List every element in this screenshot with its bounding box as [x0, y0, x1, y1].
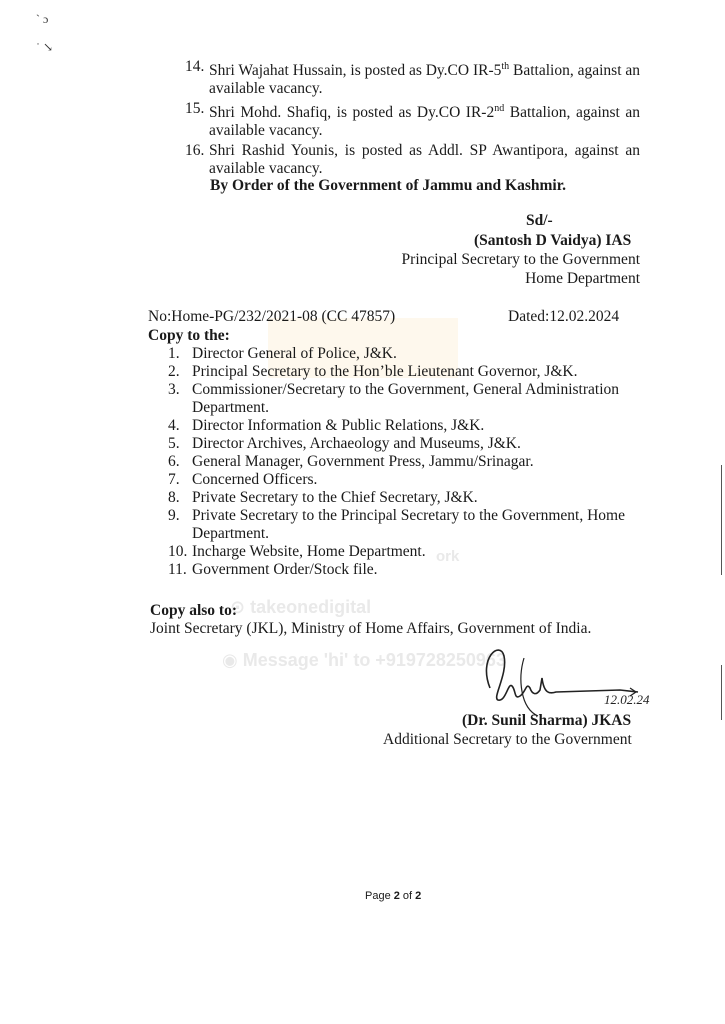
signatory2-name: (Dr. Sunil Sharma) JKAS: [462, 712, 632, 729]
copy-also-recipient: Joint Secretary (JKL), Ministry of Home Affairs, Government of India.: [150, 620, 592, 637]
scan-edge-line: [721, 665, 722, 720]
watermark-line2: ⊙ takeonedigital: [230, 597, 372, 617]
whatsapp-icon: ◉: [222, 650, 243, 670]
copy-to-item: 3. Commissioner/Secretary to the Government, General Administration Department.: [168, 381, 620, 416]
posting-text: Shri Rashid Younis, is posted as Addl. SP Awantipora, against an available vacancy.: [209, 142, 640, 178]
posting-item: [185, 58, 640, 98]
order-authority-line: By Order of the Government of Jammu and Kashmir.: [210, 177, 567, 194]
signatory-name: (Santosh D Vaidya) IAS: [474, 232, 632, 249]
scan-edge-line: [721, 465, 722, 575]
copy-to-item: 7. Concerned Officers.: [168, 471, 318, 488]
posting-number: 15.: [185, 100, 205, 118]
copy-to-item: 11. Government Order/Stock file.: [168, 561, 378, 578]
postings-list: [185, 58, 640, 180]
signatory-designation: Principal Secretary to the Government: [401, 251, 640, 268]
watermark-logo-icon: ⊙: [230, 597, 251, 617]
posting-text: Shri Mohd. Shafiq, is posted as Dy.CO IR-2nd Battalion, against an available vacancy.: [209, 103, 641, 140]
copy-also-heading: Copy also to:: [150, 602, 237, 619]
copy-to-item: 6. General Manager, Government Press, Jammu/Srinagar.: [168, 453, 534, 470]
posting-item: [185, 100, 640, 140]
watermark-line1: ork: [436, 548, 460, 565]
copy-to-item: 10. Incharge Website, Home Department.: [168, 543, 426, 560]
posting-item: [185, 142, 640, 178]
signature-sd: Sd/-: [526, 212, 553, 229]
page-number: Page 2 of 2: [365, 890, 422, 902]
order-date: Dated:12.02.2024: [508, 308, 620, 325]
copy-to-item: 8. Private Secretary to the Chief Secretary, J&K.: [168, 489, 478, 506]
posting-number: 14.: [185, 58, 205, 75]
copy-to-list: [168, 345, 643, 579]
copy-to-item: 4. Director Information & Public Relations, J&K.: [168, 417, 485, 434]
signatory-department: Home Department: [525, 270, 640, 287]
copy-to-item: 5. Director Archives, Archaeology and Museums, J&K.: [168, 435, 521, 452]
signature-date: 12.02.24: [604, 692, 650, 707]
copy-to-item: 1. Director General of Police, J&K.: [168, 345, 397, 362]
order-number: No:Home-PG/232/2021-08 (CC 47857): [148, 308, 396, 325]
signatory2-designation: Additional Secretary to the Government: [383, 731, 632, 748]
copy-to-heading: Copy to the:: [148, 327, 230, 344]
copy-to-item: 9. Private Secretary to the Principal Secretary to the Government, Home Department.: [168, 507, 625, 542]
scan-mark-top: ` ɔ: [36, 12, 49, 26]
posting-text: Shri Wajahat Hussain, is posted as Dy.CO IR-5th Battalion, against an available vacancy.: [209, 61, 641, 98]
posting-number: 16.: [185, 142, 205, 160]
scan-mark-bottom: ˙ ↘: [36, 40, 54, 54]
copy-to-item: 2. Principal Secretary to the Hon’ble Lieutenant Governor, J&K.: [168, 363, 578, 380]
watermark-line3: ◉ Message 'hi' to +919728250963: [222, 650, 506, 670]
